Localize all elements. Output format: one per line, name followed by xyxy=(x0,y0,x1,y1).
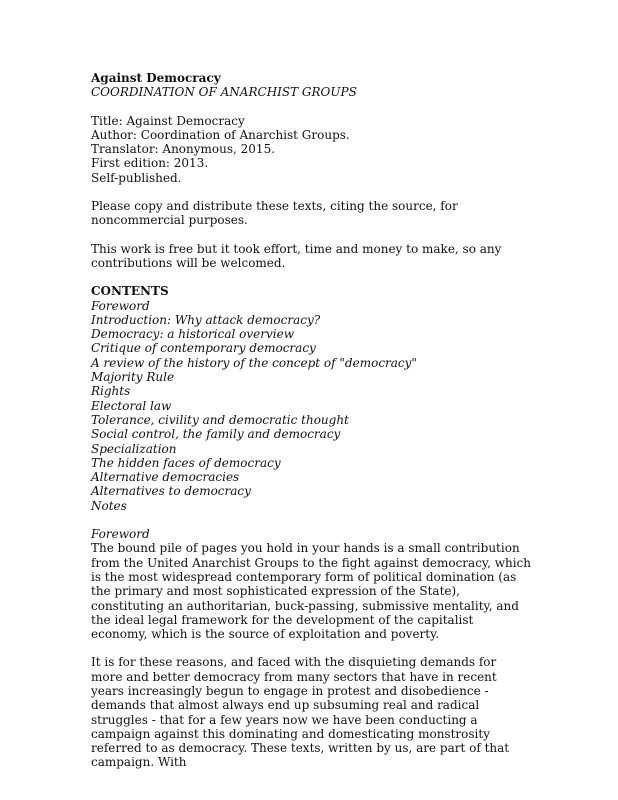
meta-author-line: Author: Coordination of Anarchist Groups. xyxy=(91,127,350,142)
meta-title-line: Title: Against Democracy xyxy=(91,113,245,128)
metadata-block xyxy=(91,114,531,185)
contents-heading: CONTENTS xyxy=(91,284,169,299)
contents-item[interactable]: A review of the history of the concept of "democracy" xyxy=(91,355,417,370)
contents-item[interactable]: Alternative democracies xyxy=(91,470,240,485)
document-subtitle: COORDINATION OF ANARCHIST GROUPS xyxy=(91,85,357,100)
spacer xyxy=(91,270,531,284)
foreword-paragraph-1: The bound pile of pages you hold in your hands is a small contribution from the United Anarchist Groups to the fight against democracy, which is the most widespread contemporary form of political domination (as the primary and most sophisticated expression of the State), constituting an authoritarian, buck-passing, submissive mentality, and the ideal legal framework for the development of the capitalist economy, which is the source of exploitation and poverty. xyxy=(91,541,532,642)
contents-item[interactable]: Foreword xyxy=(91,298,150,313)
meta-translator-line: Translator: Anonymous, 2015. xyxy=(91,142,276,157)
spacer xyxy=(91,100,531,114)
document-title: Against Democracy xyxy=(91,71,221,85)
contents-item[interactable]: Notes xyxy=(91,498,127,513)
foreword-paragraph-2: It is for these reasons, and faced with the disquieting demands for more and better democracy from many sectors that have in recent years increasingly begun to engage in protest and disobedience - demands that almost always end up subsuming real and radical struggles - that for a few years now we have been conducting a campaign against this dominating and domesticating monstrosity referred to as democracy. These texts, written by us, are part of that campaign. With xyxy=(91,655,510,770)
spacer xyxy=(91,228,531,242)
meta-publisher-line: Self-published. xyxy=(91,170,182,185)
foreword-section xyxy=(91,527,531,770)
meta-edition-line: First edition: 2013. xyxy=(91,156,209,171)
foreword-heading: Foreword xyxy=(91,527,150,542)
spacer xyxy=(91,513,531,527)
spacer xyxy=(91,641,531,655)
table-of-contents xyxy=(91,284,531,513)
spacer xyxy=(91,185,531,199)
copy-notice: Please copy and distribute these texts, citing the source, for noncommercial purposes. xyxy=(91,199,458,228)
free-notice: This work is free but it took effort, time and money to make, so any contributions will be welcomed. xyxy=(91,241,502,270)
contents-item[interactable]: Rights xyxy=(91,384,131,399)
contents-list xyxy=(91,299,531,513)
contents-item[interactable]: Social control, the family and democracy xyxy=(91,427,341,442)
contents-item[interactable]: Alternatives to democracy xyxy=(91,484,251,499)
contents-item[interactable]: Electoral law xyxy=(91,398,172,413)
document-page xyxy=(91,71,531,770)
contents-item[interactable]: Democracy: a historical overview xyxy=(91,327,294,342)
contents-item[interactable]: Critique of contemporary democracy xyxy=(91,341,316,356)
contents-item[interactable]: Tolerance, civility and democratic thought xyxy=(91,412,349,427)
contents-item[interactable]: Introduction: Why attack democracy? xyxy=(91,312,321,327)
document-header xyxy=(91,71,531,100)
contents-item[interactable]: Specialization xyxy=(91,441,177,456)
contents-item[interactable]: Majority Rule xyxy=(91,370,175,385)
contents-item[interactable]: The hidden faces of democracy xyxy=(91,455,281,470)
